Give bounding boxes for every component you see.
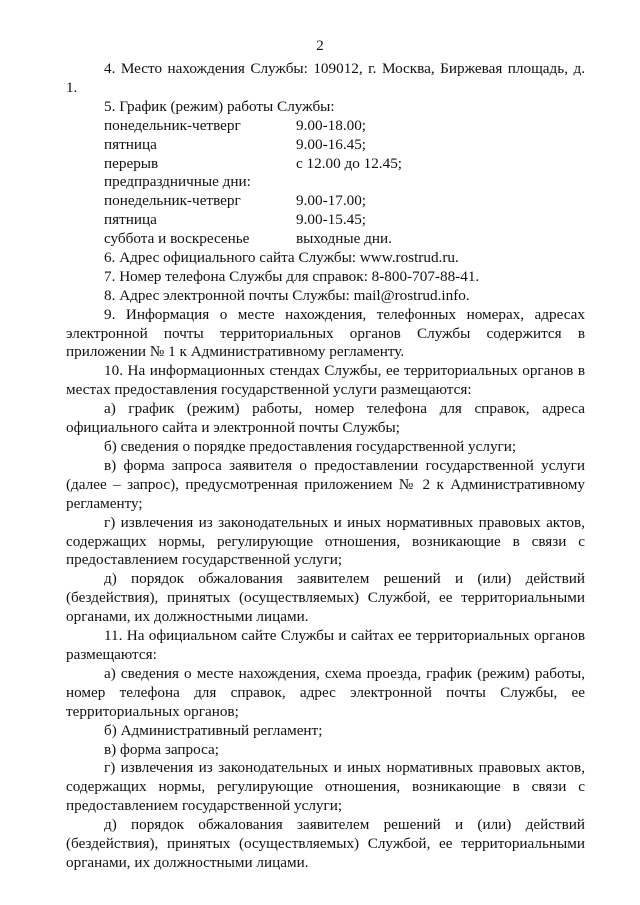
schedule-time: с 12.00 до 12.45; [296, 154, 403, 172]
schedule-table [66, 117, 585, 249]
paragraph-7: 7. Номер телефона Службы для справок: 8-800-707-88-41. [104, 267, 480, 285]
schedule-row [66, 155, 585, 174]
page-number: 2 [316, 38, 324, 54]
schedule-time: 9.00-15.45; [296, 211, 367, 229]
preholiday-label-text: предпраздничные дни: [104, 173, 251, 191]
paragraph-10-b: б) сведения о порядке предоставления государственной услуги; [104, 438, 517, 456]
paragraph-8: 8. Адрес электронной почты Службы: mail@rostrud.info. [104, 286, 470, 304]
paragraph-11-v: в) форма запроса; [104, 740, 219, 758]
schedule-day: суббота и воскресенье [104, 230, 250, 248]
schedule-row [66, 230, 585, 249]
paragraph-6: 6. Адрес официального сайта Службы: www.rostrud.ru. [104, 248, 459, 266]
schedule-day: пятница [104, 135, 157, 153]
schedule-time: выходные дни. [296, 230, 392, 248]
schedule-row [66, 192, 585, 211]
paragraph-10: 10. На информационных стендах Службы, ее территориальных органов в местах предоставления государственной услуги размещаются: [66, 362, 585, 399]
schedule-row [66, 211, 585, 230]
schedule-time: 9.00-17.00; [296, 192, 367, 210]
schedule-day: понедельник-четверг [104, 116, 241, 134]
paragraph-10-v: в) форма запроса заявителя о предоставлении государственной услуги (далее – запрос), предусмотренная приложением № 2 к Административному регламенту; [66, 456, 585, 512]
paragraph-10-a: а) график (режим) работы, номер телефона для справок, адреса официального сайта и электронной почты Службы; [66, 400, 585, 437]
schedule-row [66, 136, 585, 155]
schedule-day: понедельник-четверг [104, 192, 241, 210]
paragraph-11: 11. На официальном сайте Службы и сайтах ее территориальных органов размещаются: [66, 627, 585, 663]
schedule-time: 9.00-18.00; [296, 116, 367, 134]
paragraph-4: 4. Место нахождения Службы: 109012, г. Москва, Биржевая площадь, д. 1. [66, 60, 585, 96]
paragraph-10-d: д) порядок обжалования заявителем решений и (или) действий (бездействия), принятых (осуществляемых) Службой, ее территориальными органами, их должностными лицами. [66, 570, 585, 626]
paragraph-5-title: 5. График (режим) работы Службы: [104, 97, 335, 115]
paragraph-11-g: г) извлечения из законодательных и иных нормативных правовых актов, содержащих нормы, регулирующие отношения, возникающие в связи с предоставлением государственной услуги; [66, 759, 585, 815]
preholiday-label [66, 173, 585, 192]
paragraph-9: 9. Информация о месте нахождения, телефонных номерах, адресах электронной почты территориальных органов Службы содержится в приложении № 1 к Административному регламенту. [66, 305, 585, 361]
paragraph-11-d: д) порядок обжалования заявителем решений и (или) действий (бездействия), принятых (осуществляемых) Службой, ее территориальными органами, их должностными лицами. [66, 816, 585, 871]
paragraph-11-a: а) сведения о месте нахождения, схема проезда, график (режим) работы, номер телефона для справок, адрес электронной почты Службы, ее территориальных органов; [66, 664, 585, 720]
paragraph-11-b: б) Административный регламент; [104, 721, 323, 739]
paragraph-10-g: г) извлечения из законодательных и иных нормативных правовых актов, содержащих нормы, регулирующие отношения, возникающие в связи с предоставлением государственной услуги; [66, 513, 585, 569]
document-body [66, 60, 585, 873]
schedule-time: 9.00-16.45; [296, 135, 367, 153]
schedule-day: перерыв [104, 154, 159, 172]
schedule-row [66, 117, 585, 136]
schedule-day: пятница [104, 211, 157, 229]
